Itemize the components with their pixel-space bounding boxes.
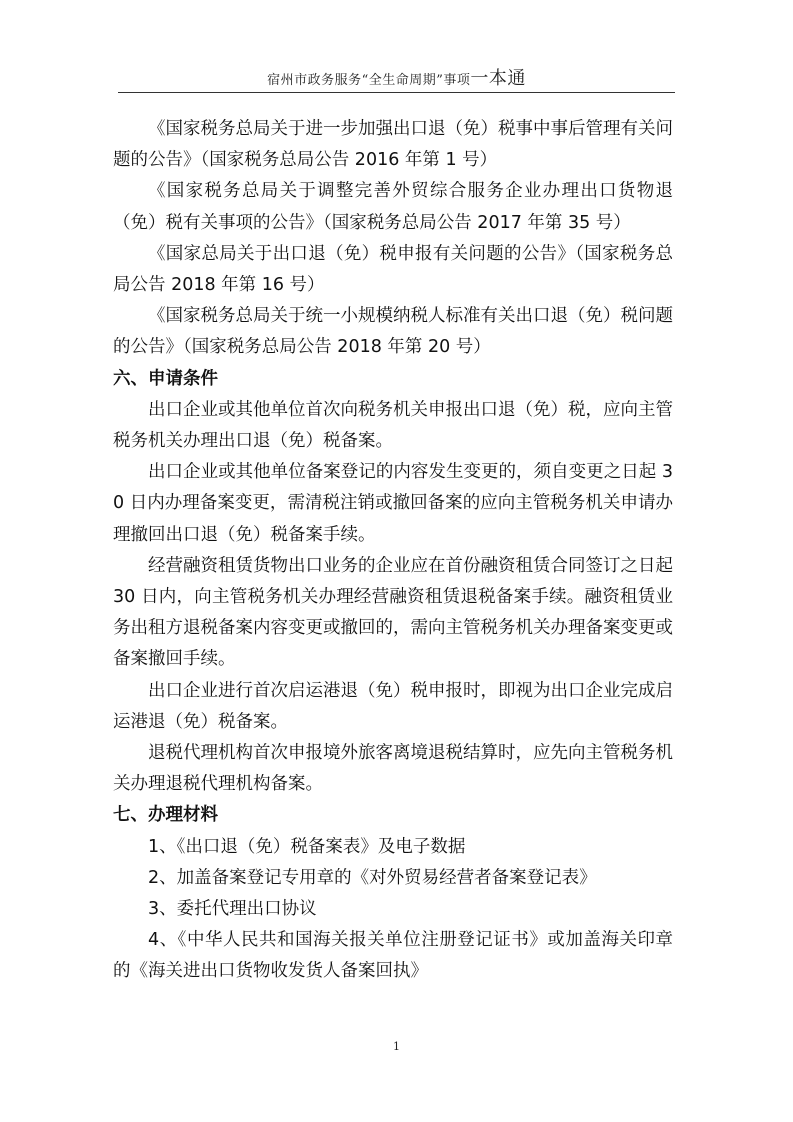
material-item: 1、《出口退（免）税备案表》及电子数据: [148, 836, 466, 857]
section-heading-materials: 七、办理材料: [113, 805, 218, 826]
header-rule: [118, 92, 675, 93]
material-item: 4、《中华人民共和国海关报关单位注册登记证书》或加盖海关印章的《海关进出口货物收发货人备案回执》: [113, 930, 673, 982]
regulation-reference: 《国家税务总局关于统一小规模纳税人标准有关出口退（免）税问题的公告》（国家税务总局公告 2018 年第 20 号）: [113, 306, 673, 358]
header-suffix: 一本通: [470, 68, 526, 89]
condition-paragraph: 出口企业或其他单位备案登记的内容发生变更的，须自变更之日起 30 日内办理备案变更，需清税注销或撤回备案的应向主管税务机关申请办理撤回出口退（免）税备案手续。: [113, 462, 673, 545]
condition-paragraph: 出口企业进行首次启运港退（免）税申报时，即视为出口企业完成启运港退（免）税备案。: [113, 680, 673, 732]
regulation-reference: 《国家总局关于出口退（免）税申报有关问题的公告》（国家税务总局公告 2018 年第 16 号）: [113, 243, 673, 296]
page-number: 1: [393, 1040, 400, 1053]
material-item: 3、委托代理出口协议: [148, 899, 317, 920]
regulation-reference: 《国家税务总局关于调整完善外贸综合服务企业办理出口货物退（免）税有关事项的公告》（国家税务总局公告 2017 年第 35 号）: [113, 181, 673, 233]
header-prefix: 宿州市政务服务“全生命周期”事项: [267, 73, 471, 88]
condition-paragraph: 经营融资租赁货物出口业务的企业应在首份融资租赁合同签订之日起 30 日内，向主管税务机关办理经营融资租赁退税备案手续。融资租赁业务出租方退税备案内容变更或撤回的，需向主管税务机关办理备案变更或备案撤回手续。: [113, 555, 673, 670]
section-heading-conditions: 六、申请条件: [113, 368, 218, 389]
regulation-reference: 《国家税务总局关于进一步加强出口退（免）税事中事后管理有关问题的公告》（国家税务总局公告 2016 年第 1 号）: [113, 119, 673, 171]
page-header: [0, 64, 793, 90]
document-body: [113, 114, 673, 988]
material-item: 2、加盖备案登记专用章的《对外贸易经营者备案登记表》: [148, 867, 597, 888]
condition-paragraph: 出口企业或其他单位首次向税务机关申报出口退（免）税，应向主管税务机关办理出口退（免）税备案。: [113, 399, 673, 452]
condition-paragraph: 退税代理机构首次申报境外旅客离境退税结算时，应先向主管税务机关办理退税代理机构备案。: [113, 743, 673, 795]
